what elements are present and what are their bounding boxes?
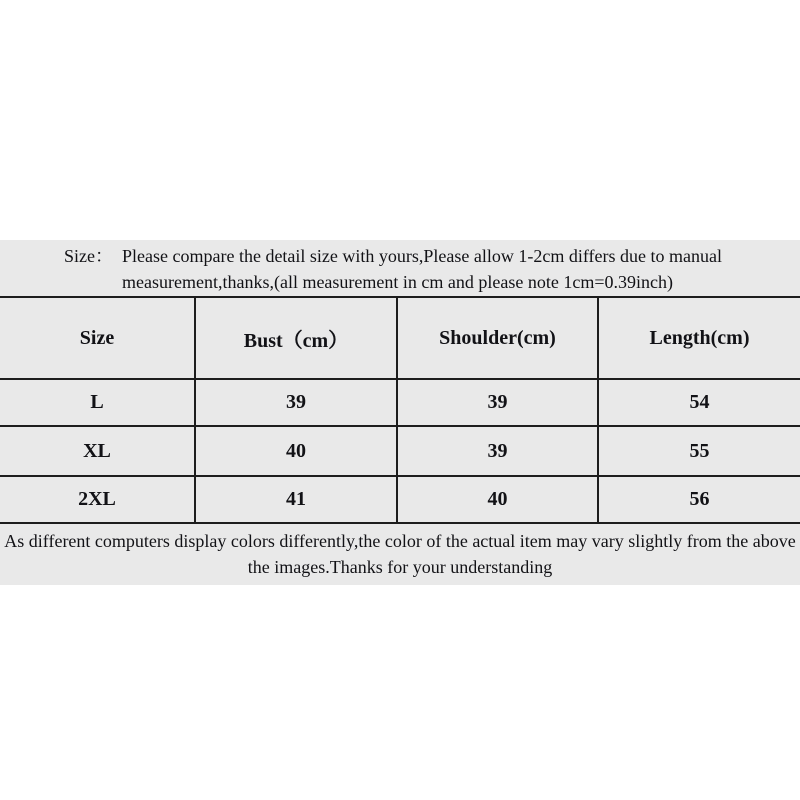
cell-bust: 40 xyxy=(195,426,397,476)
column-header-length: Length(cm) xyxy=(598,297,800,379)
column-header-shoulder: Shoulder(cm) xyxy=(397,297,598,379)
table-row xyxy=(0,379,800,426)
color-note-line1: As different computers display colors differently,the color of the actual item may vary slightly from the above xyxy=(4,531,796,551)
size-note-line2: measurement,thanks,(all measurement in cm and please note 1cm=0.39inch) xyxy=(122,272,673,292)
size-chart-panel xyxy=(0,240,800,585)
color-note-line2: the images.Thanks for your understanding xyxy=(247,557,553,577)
cell-size: XL xyxy=(0,426,195,476)
table-row xyxy=(0,476,800,523)
cell-length: 54 xyxy=(598,379,800,426)
size-note-line1: Please compare the detail size with yours,Please allow 1-2cm differs due to manual xyxy=(122,246,722,266)
cell-bust: 39 xyxy=(195,379,397,426)
cell-shoulder: 40 xyxy=(397,476,598,523)
cell-length: 56 xyxy=(598,476,800,523)
size-note-text xyxy=(122,243,722,295)
column-header-bust: Bust（cm） xyxy=(195,297,397,379)
cell-bust: 41 xyxy=(195,476,397,523)
cell-shoulder: 39 xyxy=(397,426,598,476)
table-header-row xyxy=(0,297,800,379)
size-note-label: Size： xyxy=(64,246,113,266)
color-note xyxy=(0,524,800,585)
size-table xyxy=(0,296,800,524)
cell-shoulder: 39 xyxy=(397,379,598,426)
cell-size: 2XL xyxy=(0,476,195,523)
cell-length: 55 xyxy=(598,426,800,476)
table-row xyxy=(0,426,800,476)
size-note xyxy=(0,240,800,296)
cell-size: L xyxy=(0,379,195,426)
column-header-size: Size xyxy=(0,297,195,379)
